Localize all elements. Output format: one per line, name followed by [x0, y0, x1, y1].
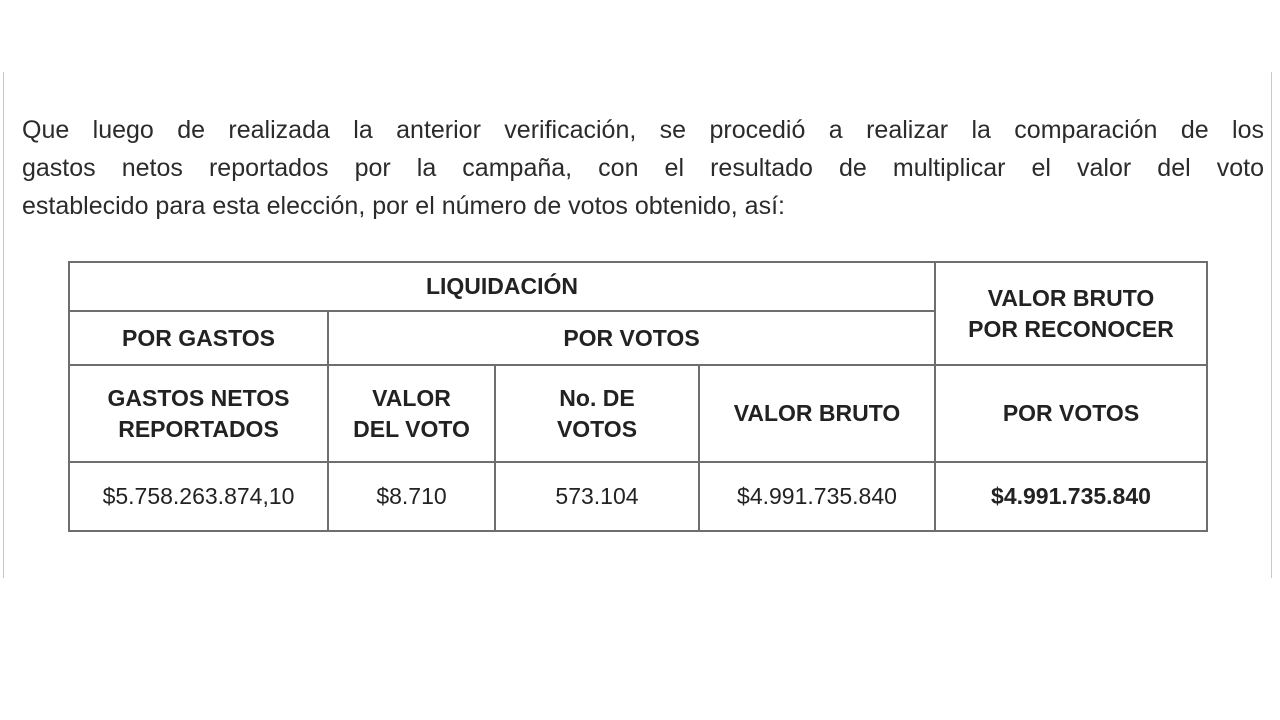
header-line: REPORTADOS — [118, 415, 279, 442]
table-row — [69, 462, 1207, 531]
liquidacion-header: LIQUIDACIÓN — [69, 262, 935, 311]
valor-bruto-reconocer-header — [935, 262, 1207, 365]
header-line: No. DE — [559, 384, 635, 411]
valor-bruto-cell: $4.991.735.840 — [699, 462, 935, 531]
por-gastos-header: POR GASTOS — [69, 311, 328, 365]
body-paragraph — [22, 111, 1264, 225]
table-header-row — [69, 262, 1207, 311]
valor-reconocer-cell: $4.991.735.840 — [935, 462, 1207, 531]
table-header-row — [69, 365, 1207, 462]
gastos-netos-cell: $5.758.263.874,10 — [69, 462, 328, 531]
page-right-border — [1271, 72, 1272, 578]
paragraph-line: Que luego de realizada la anterior verificación, se procedió a realizar la comparación de los — [22, 116, 1264, 144]
liquidation-table — [68, 261, 1208, 532]
valor-bruto-header: VALOR BRUTO — [699, 365, 935, 462]
paragraph-line: establecido para esta elección, por el número de votos obtenido, así: — [22, 192, 785, 220]
header-line: POR RECONOCER — [968, 315, 1174, 342]
num-votos-cell: 573.104 — [495, 462, 699, 531]
header-line: VALOR — [372, 384, 451, 411]
gastos-netos-header — [69, 365, 328, 462]
por-votos-column-header: POR VOTOS — [935, 365, 1207, 462]
por-votos-group-header: POR VOTOS — [328, 311, 935, 365]
header-line: GASTOS NETOS — [107, 384, 290, 411]
page-left-border — [3, 72, 4, 578]
document-viewport[interactable] — [0, 72, 1280, 578]
valor-voto-cell: $8.710 — [328, 462, 495, 531]
header-line: DEL VOTO — [353, 415, 470, 442]
paragraph-line: gastos netos reportados por la campaña, con el resultado de multiplicar el valor del voto — [22, 154, 1264, 182]
header-line: VALOR BRUTO — [987, 284, 1155, 311]
header-line: VOTOS — [556, 415, 638, 442]
valor-voto-header — [328, 365, 495, 462]
num-votos-header — [495, 365, 699, 462]
